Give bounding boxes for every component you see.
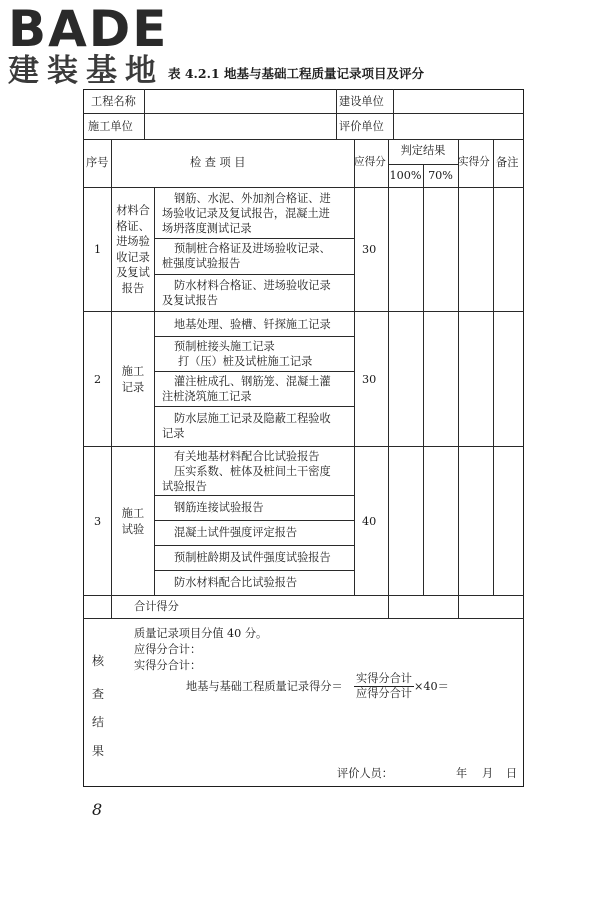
should-score-header: 应得分 <box>354 156 386 168</box>
project-name-label: 工程名称 <box>91 95 136 108</box>
formula-denominator: 应得分合计 <box>356 687 412 700</box>
logo <box>8 0 169 89</box>
group-2-name: 施工 记录 <box>121 365 145 394</box>
pct70-header: 70% <box>428 169 453 182</box>
pct100-header: 100% <box>389 169 422 182</box>
evaluation-unit-label: 评价单位 <box>339 120 384 133</box>
group-3-name: 施工 试验 <box>121 507 145 536</box>
group-2-score: 30 <box>362 373 377 386</box>
remarks-header: 备注 <box>496 156 519 169</box>
page-number: 8 <box>92 800 103 819</box>
group-2-item-1: 地基处理、验槽、钎探施工记录 <box>174 318 331 331</box>
group-2-number: 2 <box>94 373 102 386</box>
year-label: 年 <box>456 767 468 780</box>
review-label-3: 结 <box>91 715 104 729</box>
review-line-2: 应得分合计： <box>134 643 202 656</box>
month-label: 月 <box>482 767 494 780</box>
group-2-item-3: 灌注桩成孔、钢筋笼、混凝土灌 注桩浇筑施工记录 <box>162 375 331 403</box>
table-title: 表 4.2.1 地基与基础工程质量记录项目及评分 <box>168 66 425 81</box>
day-label: 日 <box>506 767 518 780</box>
group-1-item-1: 钢筋、水泥、外加剂合格证、进 场验收记录及复试报告，混凝土进 场坍落度测试记录 <box>162 192 331 235</box>
group-3-item-3: 混凝土试件强度评定报告 <box>174 526 298 539</box>
group-3-score: 40 <box>362 515 377 528</box>
group-1-name: 材料合 格证、 进场验 收记录 及复试 报告 <box>116 204 150 295</box>
group-2-item-4: 防水层施工记录及隐蔽工程验收 记录 <box>162 412 331 440</box>
logo-subtitle: 建装基地 <box>8 53 164 89</box>
judgment-result-header: 判定结果 <box>400 144 446 157</box>
formula-prefix: 地基与基础工程质量记录得分＝ <box>186 680 343 693</box>
group-3-item-4: 预制桩龄期及试件强度试验报告 <box>174 551 331 564</box>
construction-unit-label: 建设单位 <box>339 95 384 108</box>
group-3-item-2: 钢筋连接试验报告 <box>174 501 264 514</box>
review-label-1: 核 <box>91 654 104 668</box>
constructor-label: 施工单位 <box>88 120 133 133</box>
formula-fraction <box>354 672 414 701</box>
group-2-item-2: 预制桩接头施工记录 打（压）桩及试桩施工记录 <box>174 340 313 368</box>
formula-suffix: ×40＝ <box>414 680 449 693</box>
group-3-item-5: 防水材料配合比试验报告 <box>174 576 298 589</box>
group-3-item-1: 有关地基材料配合比试验报告 压实系数、桩体及桩间土干密度 试验报告 <box>162 450 331 493</box>
review-label-4: 果 <box>91 744 104 758</box>
group-1-number: 1 <box>94 243 102 256</box>
logo-wordmark: BADE <box>8 0 169 58</box>
review-line-1: 质量记录项目分值 40 分。 <box>134 627 268 640</box>
review-line-3: 实得分合计： <box>134 659 202 672</box>
evaluator-label: 评价人员： <box>337 767 393 780</box>
group-3-number: 3 <box>94 515 102 528</box>
group-1-item-2: 预制桩合格证及进场验收记录、 桩强度试验报告 <box>162 242 331 270</box>
group-1-item-3: 防水材料合格证、进场验收记录 及复试报告 <box>162 279 331 307</box>
formula-numerator: 实得分合计 <box>354 672 414 687</box>
actual-score-header: 实得分 <box>458 156 490 168</box>
review-label-2: 查 <box>91 687 104 701</box>
total-score-label: 合计得分 <box>134 600 179 613</box>
check-items-header: 检 查 项 目 <box>190 156 246 169</box>
seq-header: 序号 <box>86 156 109 169</box>
group-1-score: 30 <box>362 243 377 256</box>
